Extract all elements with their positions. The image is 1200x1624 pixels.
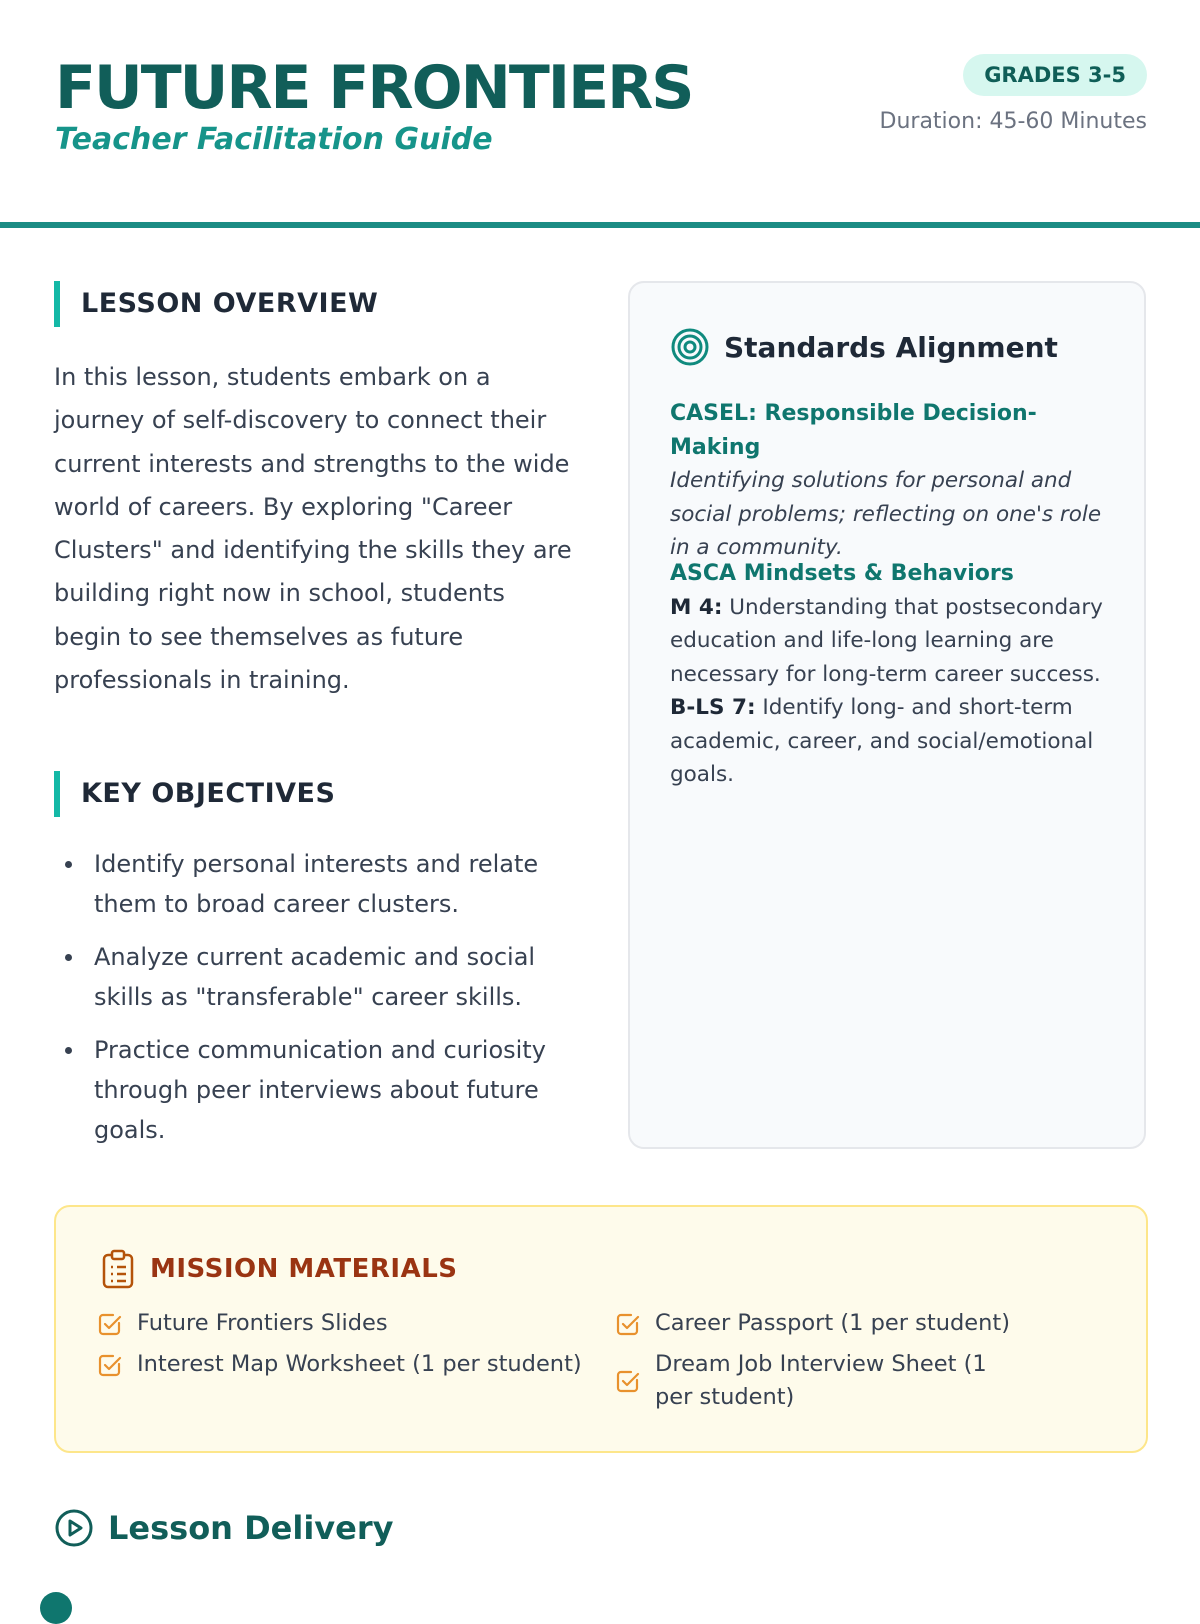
- bls7-text: Identify long- and short-term academic, career, and social/emotional goals.: [670, 695, 1094, 787]
- objectives-list: [54, 844, 584, 1163]
- play-circle-icon: [54, 1508, 94, 1548]
- page-subtitle: Teacher Facilitation Guide: [55, 122, 493, 157]
- casel-standard: [670, 397, 1110, 565]
- checkbox-icon: [97, 1352, 123, 1378]
- page-title: FUTURE FRONTIERS: [55, 53, 693, 123]
- clipboard-icon: [100, 1249, 136, 1289]
- material-item: Interest Map Worksheet (1 per student): [97, 1348, 597, 1381]
- checkbox-icon: [97, 1311, 123, 1337]
- asca-standard: [670, 557, 1110, 792]
- materials-title: MISSION MATERIALS: [150, 1254, 458, 1284]
- casel-description: Identifying solutions for personal and social problems; reflecting on one's role in a community.: [670, 468, 1102, 560]
- m4-code: M 4:: [670, 594, 723, 620]
- asca-m4: [670, 591, 1110, 692]
- standards-header: [670, 327, 1058, 367]
- m4-text: Understanding that postsecondary education and life-long learning are necessary for long-term career success.: [670, 594, 1103, 687]
- lesson-delivery-heading: [54, 1508, 394, 1548]
- mission-materials-box: [54, 1205, 1148, 1453]
- material-item: Dream Job Interview Sheet (1 per student): [615, 1348, 1015, 1414]
- page-header: [0, 0, 1200, 228]
- objective-item: Practice communication and curiosity through peer interviews about future goals.: [54, 1030, 584, 1150]
- key-objectives-heading: KEY OBJECTIVES: [54, 771, 335, 817]
- materials-header: [100, 1249, 458, 1289]
- casel-label: CASEL: Responsible Decision-Making: [670, 401, 1037, 460]
- lesson-delivery-title: Lesson Delivery: [108, 1509, 394, 1547]
- checkbox-icon: [615, 1368, 641, 1394]
- asca-label: ASCA Mindsets & Behaviors: [670, 561, 1014, 586]
- standards-card: [628, 281, 1146, 1149]
- target-icon: [670, 327, 710, 367]
- bls7-code: B-LS 7:: [670, 695, 756, 720]
- lesson-overview-heading: LESSON OVERVIEW: [54, 281, 378, 327]
- duration-label: Duration: 45-60 Minutes: [879, 109, 1147, 134]
- standards-title: Standards Alignment: [724, 330, 1058, 364]
- grades-badge: GRADES 3-5: [963, 54, 1147, 96]
- material-item: Career Passport (1 per student): [615, 1307, 1085, 1340]
- objective-item: Analyze current academic and social skills as "transferable" career skills.: [54, 937, 584, 1017]
- asca-bls7: [670, 691, 1110, 792]
- checkbox-icon: [615, 1311, 641, 1337]
- objective-item: Identify personal interests and relate them to broad career clusters.: [54, 844, 584, 924]
- step-marker: [40, 1592, 72, 1624]
- lesson-overview-text: In this lesson, students embark on a journey of self-discovery to connect their current interests and strengths to the wide world of careers. By exploring "Career Clusters" and identifying the skills they are building right now in school, students begin to see themselves as future professionals in training.: [54, 363, 572, 695]
- material-item: Future Frontiers Slides: [97, 1307, 587, 1340]
